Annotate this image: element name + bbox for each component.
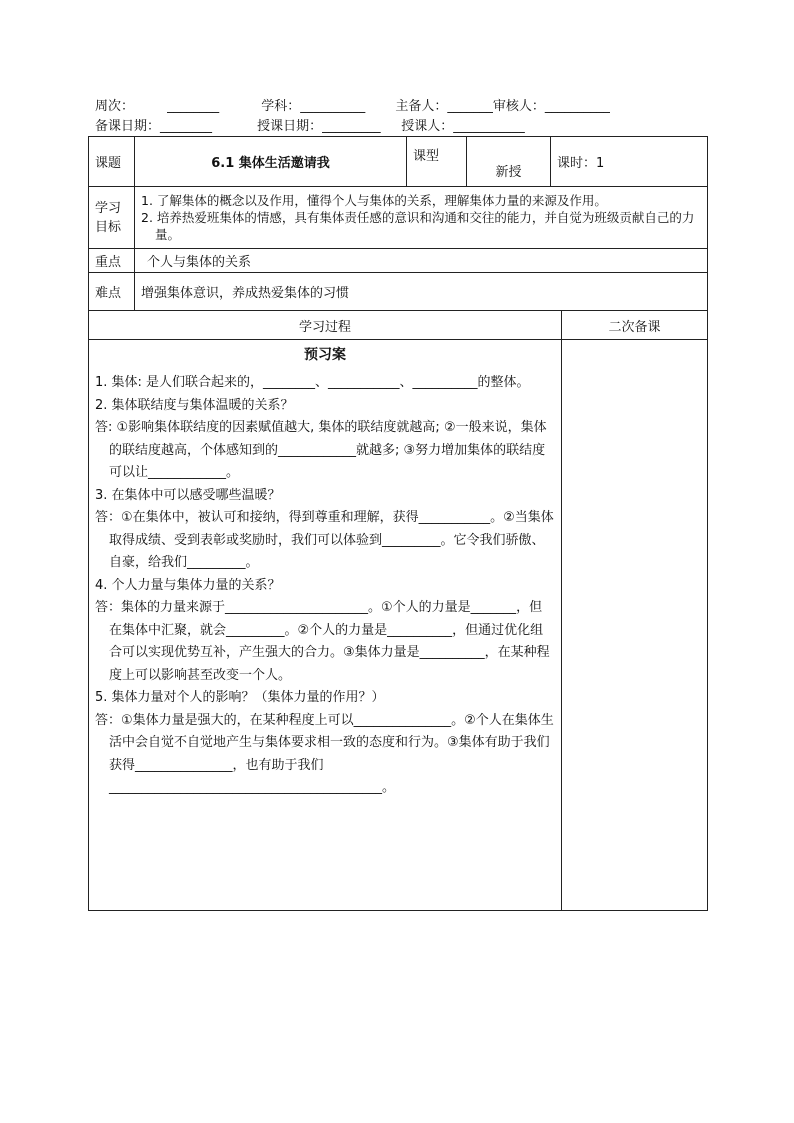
process-body-row xyxy=(89,340,708,911)
goals-row xyxy=(89,187,708,249)
type-label: 课型 xyxy=(407,137,467,187)
question-5: 5. 集体力量对个人的影响？（集体力量的作用？） xyxy=(95,690,385,705)
prep-date-field: 备课日期：________ xyxy=(95,119,213,134)
key-row xyxy=(89,249,708,273)
subject-field: 学科：__________ xyxy=(261,99,366,114)
answer-4: 答：集体的力量来源于______________________。①个人的力量是_______，但在集体中汇聚，就会_________。②个人的力量是__________，但通过优化组合可以实现优势互补，产生强大的合力。③集体力量是__________，在某种程度上可以影响甚至改变一个人。 xyxy=(95,600,550,683)
key-value: 个人与集体的关系 xyxy=(135,249,708,273)
answer-3: 答：①在集体中，被认可和接纳，得到尊重和理解，获得___________。②当集体取得成绩、受到表彰或奖励时，我们可以体验到_________。它令我们骄傲、自豪，给我们_________。 xyxy=(95,510,554,570)
goals-list xyxy=(141,192,701,243)
goal-item: 2. 培养热爱班集体的情感，具有集体责任感的意识和沟通和交往的能力，并自觉为班级贡献自己的力量。 xyxy=(141,210,695,242)
question-2: 2. 集体联结度与集体温暖的关系？ xyxy=(95,397,294,413)
answer-5: 答：①集体力量是强大的，在某种程度上可以_______________。②个人在集体生活中会自觉不自觉地产生与集体要求相一致的态度和行为。③集体有助于我们获得_______________，也有助于我们__________________________________________。 xyxy=(95,712,554,795)
preparer-reviewer-field: 主备人：_______审核人：__________ xyxy=(395,99,610,114)
secondary-notes-cell[interactable] xyxy=(562,340,708,911)
question-1: 1. 集体: 是人们联合起来的，________、___________、__________的整体。 xyxy=(95,375,530,390)
preview-questions xyxy=(95,372,555,800)
preview-section xyxy=(89,340,562,911)
question-3: 3. 在集体中可以感受哪些温暖？ xyxy=(95,487,281,503)
question-4: 4. 个人力量与集体力量的关系？ xyxy=(95,577,281,593)
week-label: 周次： xyxy=(95,99,135,114)
week-blank: ________ xyxy=(167,99,220,114)
answer-2: 答: ①影响集体联结度的因素赋值越大, 集体的联结度就越高; ②一般来说，集体的联结度越高，个体感知到的____________就越多; ③努力增加集体的联结度可以让____________。 xyxy=(95,420,547,480)
secondary-header: 二次备课 xyxy=(562,311,708,340)
difficulty-row xyxy=(89,273,708,311)
goal-item: 1. 了解集体的概念以及作用，懂得个人与集体的关系，理解集体力量的来源及作用。 xyxy=(141,193,607,208)
lesson-plan-header xyxy=(95,97,715,137)
header-row-2 xyxy=(95,117,715,137)
topic-row xyxy=(89,137,708,187)
goals-cell xyxy=(135,187,708,249)
topic-label: 课题 xyxy=(89,137,135,187)
hours-value: 课时：1 xyxy=(551,137,708,187)
key-label: 重点 xyxy=(89,249,135,273)
difficulty-label: 难点 xyxy=(89,273,135,311)
header-row-1 xyxy=(95,97,715,117)
lesson-plan-table xyxy=(88,136,708,911)
class-date-field: 授课日期：_________ xyxy=(257,119,381,134)
teacher-field: 授课人：___________ xyxy=(401,119,525,134)
difficulty-value: 增强集体意识，养成热爱集体的习惯 xyxy=(135,273,708,311)
type-value: 新授 xyxy=(467,137,551,187)
goals-label: 学习目标 xyxy=(89,187,135,249)
preview-title: 预习案 xyxy=(304,347,346,363)
process-header-row xyxy=(89,311,708,340)
process-header: 学习过程 xyxy=(89,311,562,340)
topic-value: 6.1 集体生活邀请我 xyxy=(135,137,407,187)
